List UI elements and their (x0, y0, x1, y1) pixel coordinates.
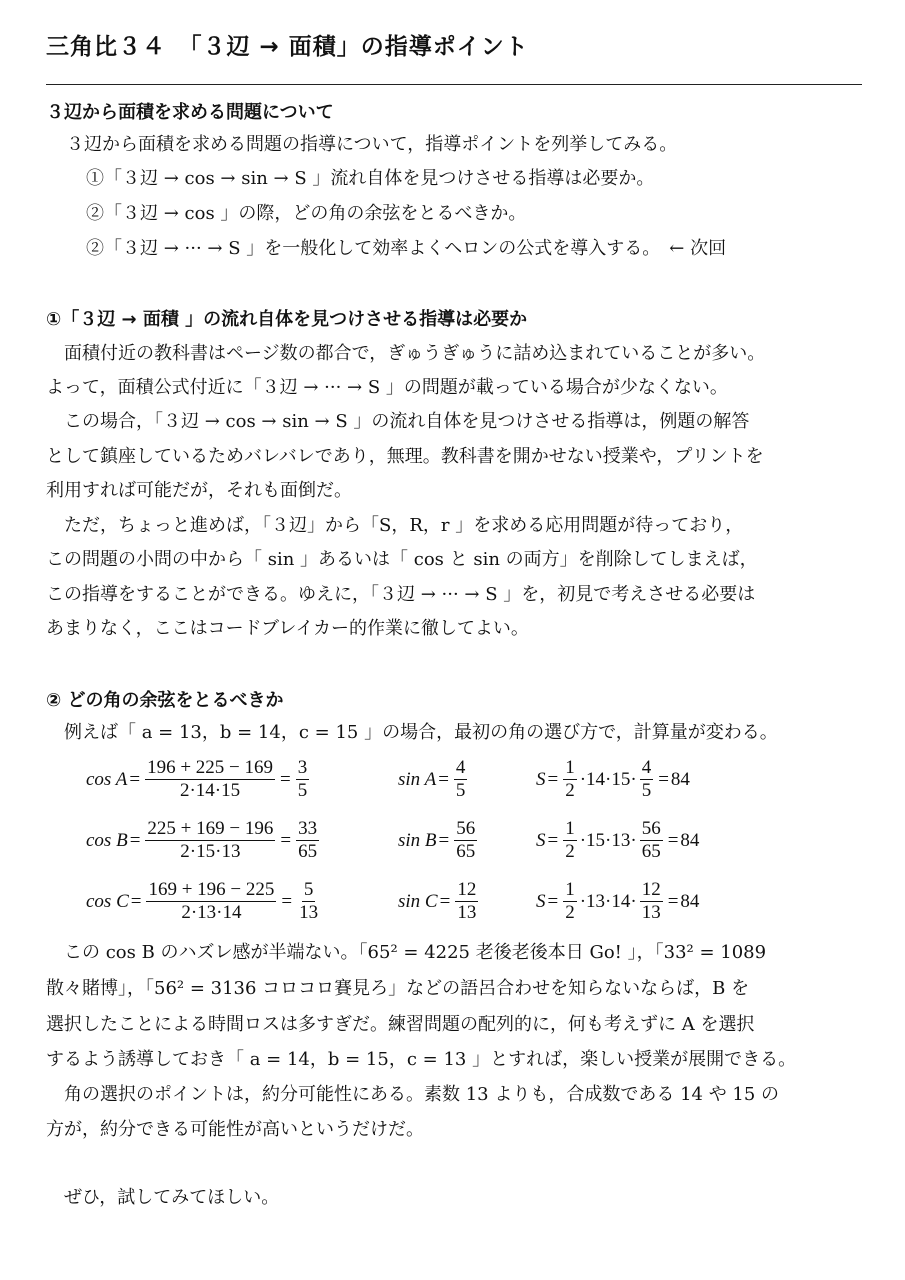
section1-line: として鎮座しているためバレバレであり，無理。教科書を開かせない授業や，プリントを (46, 446, 764, 467)
intro-heading: ３辺から面積を求める問題について (46, 102, 334, 123)
sin-equation-c: sin C = $\frac{12}{13}$ (398, 879, 477, 923)
section1-line: ただ，ちょっと進めば，「３辺」から「S，R，r 」を求める応用問題が待っており， (46, 515, 744, 536)
sin-equation-b: sin B = $\frac{56}{65}$ (398, 818, 476, 862)
section1-heading: ①「３辺 → 面積 」の流れ自体を見つけさせる指導は必要か (46, 309, 528, 330)
section1-line: よって，面積公式付近に「３辺 → ··· → S 」の問題が載っている場合が少なくない。 (46, 377, 728, 398)
section2-line: 選択したことによる時間ロスは多すぎだ。練習問題の配列的に，何も考えずに A を選択 (46, 1014, 755, 1035)
area-equation-c: S = $\frac{1}{2}$ ·13·14· $\frac{12}{13}$ = 84 (536, 879, 700, 923)
section2-line: 角の選択のポイントは，約分可能性にある。素数 13 よりも，合成数である 14 や 15 の (46, 1084, 780, 1105)
section1-line: この場合，「３辺 → cos → sin → S 」の流れ自体を見つけさせる指導は，例題の解答 (46, 411, 750, 432)
area-equation-b: S = $\frac{1}{2}$ ·15·13· $\frac{56}{65}$ = 84 (536, 818, 700, 862)
section1-line: 利用すれば可能だが，それも面倒だ。 (46, 480, 352, 501)
intro-item-3: ②「３辺 → ··· → S 」を一般化して効率よくヘロンの公式を導入する。 ← 次回 (86, 238, 727, 259)
section2-line: 方が，約分できる可能性が高いというだけだ。 (46, 1119, 424, 1140)
cos-equation-b: cos B = $\frac{225 + 169 - 196}{2\cdot 15\cdot 13}$ = $\frac{33}{65}$ (86, 818, 318, 862)
page-title: 三角比３４ 「３辺 → 面積」の指導ポイント (46, 34, 529, 60)
area-equation-a: S = $\frac{1}{2}$ ·14·15· $\frac{4}{5}$ = 84 (536, 757, 690, 801)
section2-line: この cos B のハズレ感が半端ない。「65² = 4225 老後老後本日 Go! 」，「33² = 1089 (46, 942, 767, 963)
section2-line: 散々賭博」，「56² = 3136 コロコロ賽見ろ」などの語呂合わせを知らないならば，B を (46, 978, 750, 999)
intro-item-2: ②「３辺 → cos 」の際，どの角の余弦をとるべきか。 (86, 203, 527, 224)
intro-lead: ３辺から面積を求める問題の指導について，指導ポイントを列挙してみる。 (66, 134, 678, 155)
cos-equation-a: cos A = $\frac{196 + 225 - 169}{2\cdot 14\cdot 15}$ = $\frac{3}{5}$ (86, 757, 308, 801)
section2-line: するよう誘導しておき「 a = 14，b = 15，c = 13 」とすれば，楽しい授業が展開できる。 (46, 1049, 797, 1070)
section1-line: この指導をすることができる。ゆえに，「３辺 → ··· → S 」を，初見で考えさせる必要は (46, 584, 756, 605)
title-divider (46, 84, 862, 85)
section2-heading: ② どの角の余弦をとるべきか (46, 690, 284, 711)
cos-equation-c: cos C = $\frac{169 + 196 - 225}{2\cdot 13\cdot 14}$ = $\frac{5}{13}$ (86, 879, 319, 923)
sin-equation-a: sin A = $\frac{4}{5}$ (398, 757, 466, 801)
intro-item-1: ①「３辺 → cos → sin → S 」流れ自体を見つけさせる指導は必要か。 (86, 168, 655, 189)
closing-line: ぜひ，試してみてほしい。 (46, 1187, 280, 1208)
section1-line: あまりなく，ここはコードブレイカー的作業に徹してよい。 (46, 618, 529, 639)
section1-line: この問題の小問の中から「 sin 」あるいは「 cos と sin の両方」を削除してしまえば， (46, 549, 758, 570)
section1-line: 面積付近の教科書はページ数の都合で，ぎゅうぎゅうに詰め込まれていることが多い。 (46, 343, 766, 364)
section2-lead: 例えば「 a = 13，b = 14，c = 15 」の場合，最初の角の選び方で，計算量が変わる。 (46, 722, 778, 743)
